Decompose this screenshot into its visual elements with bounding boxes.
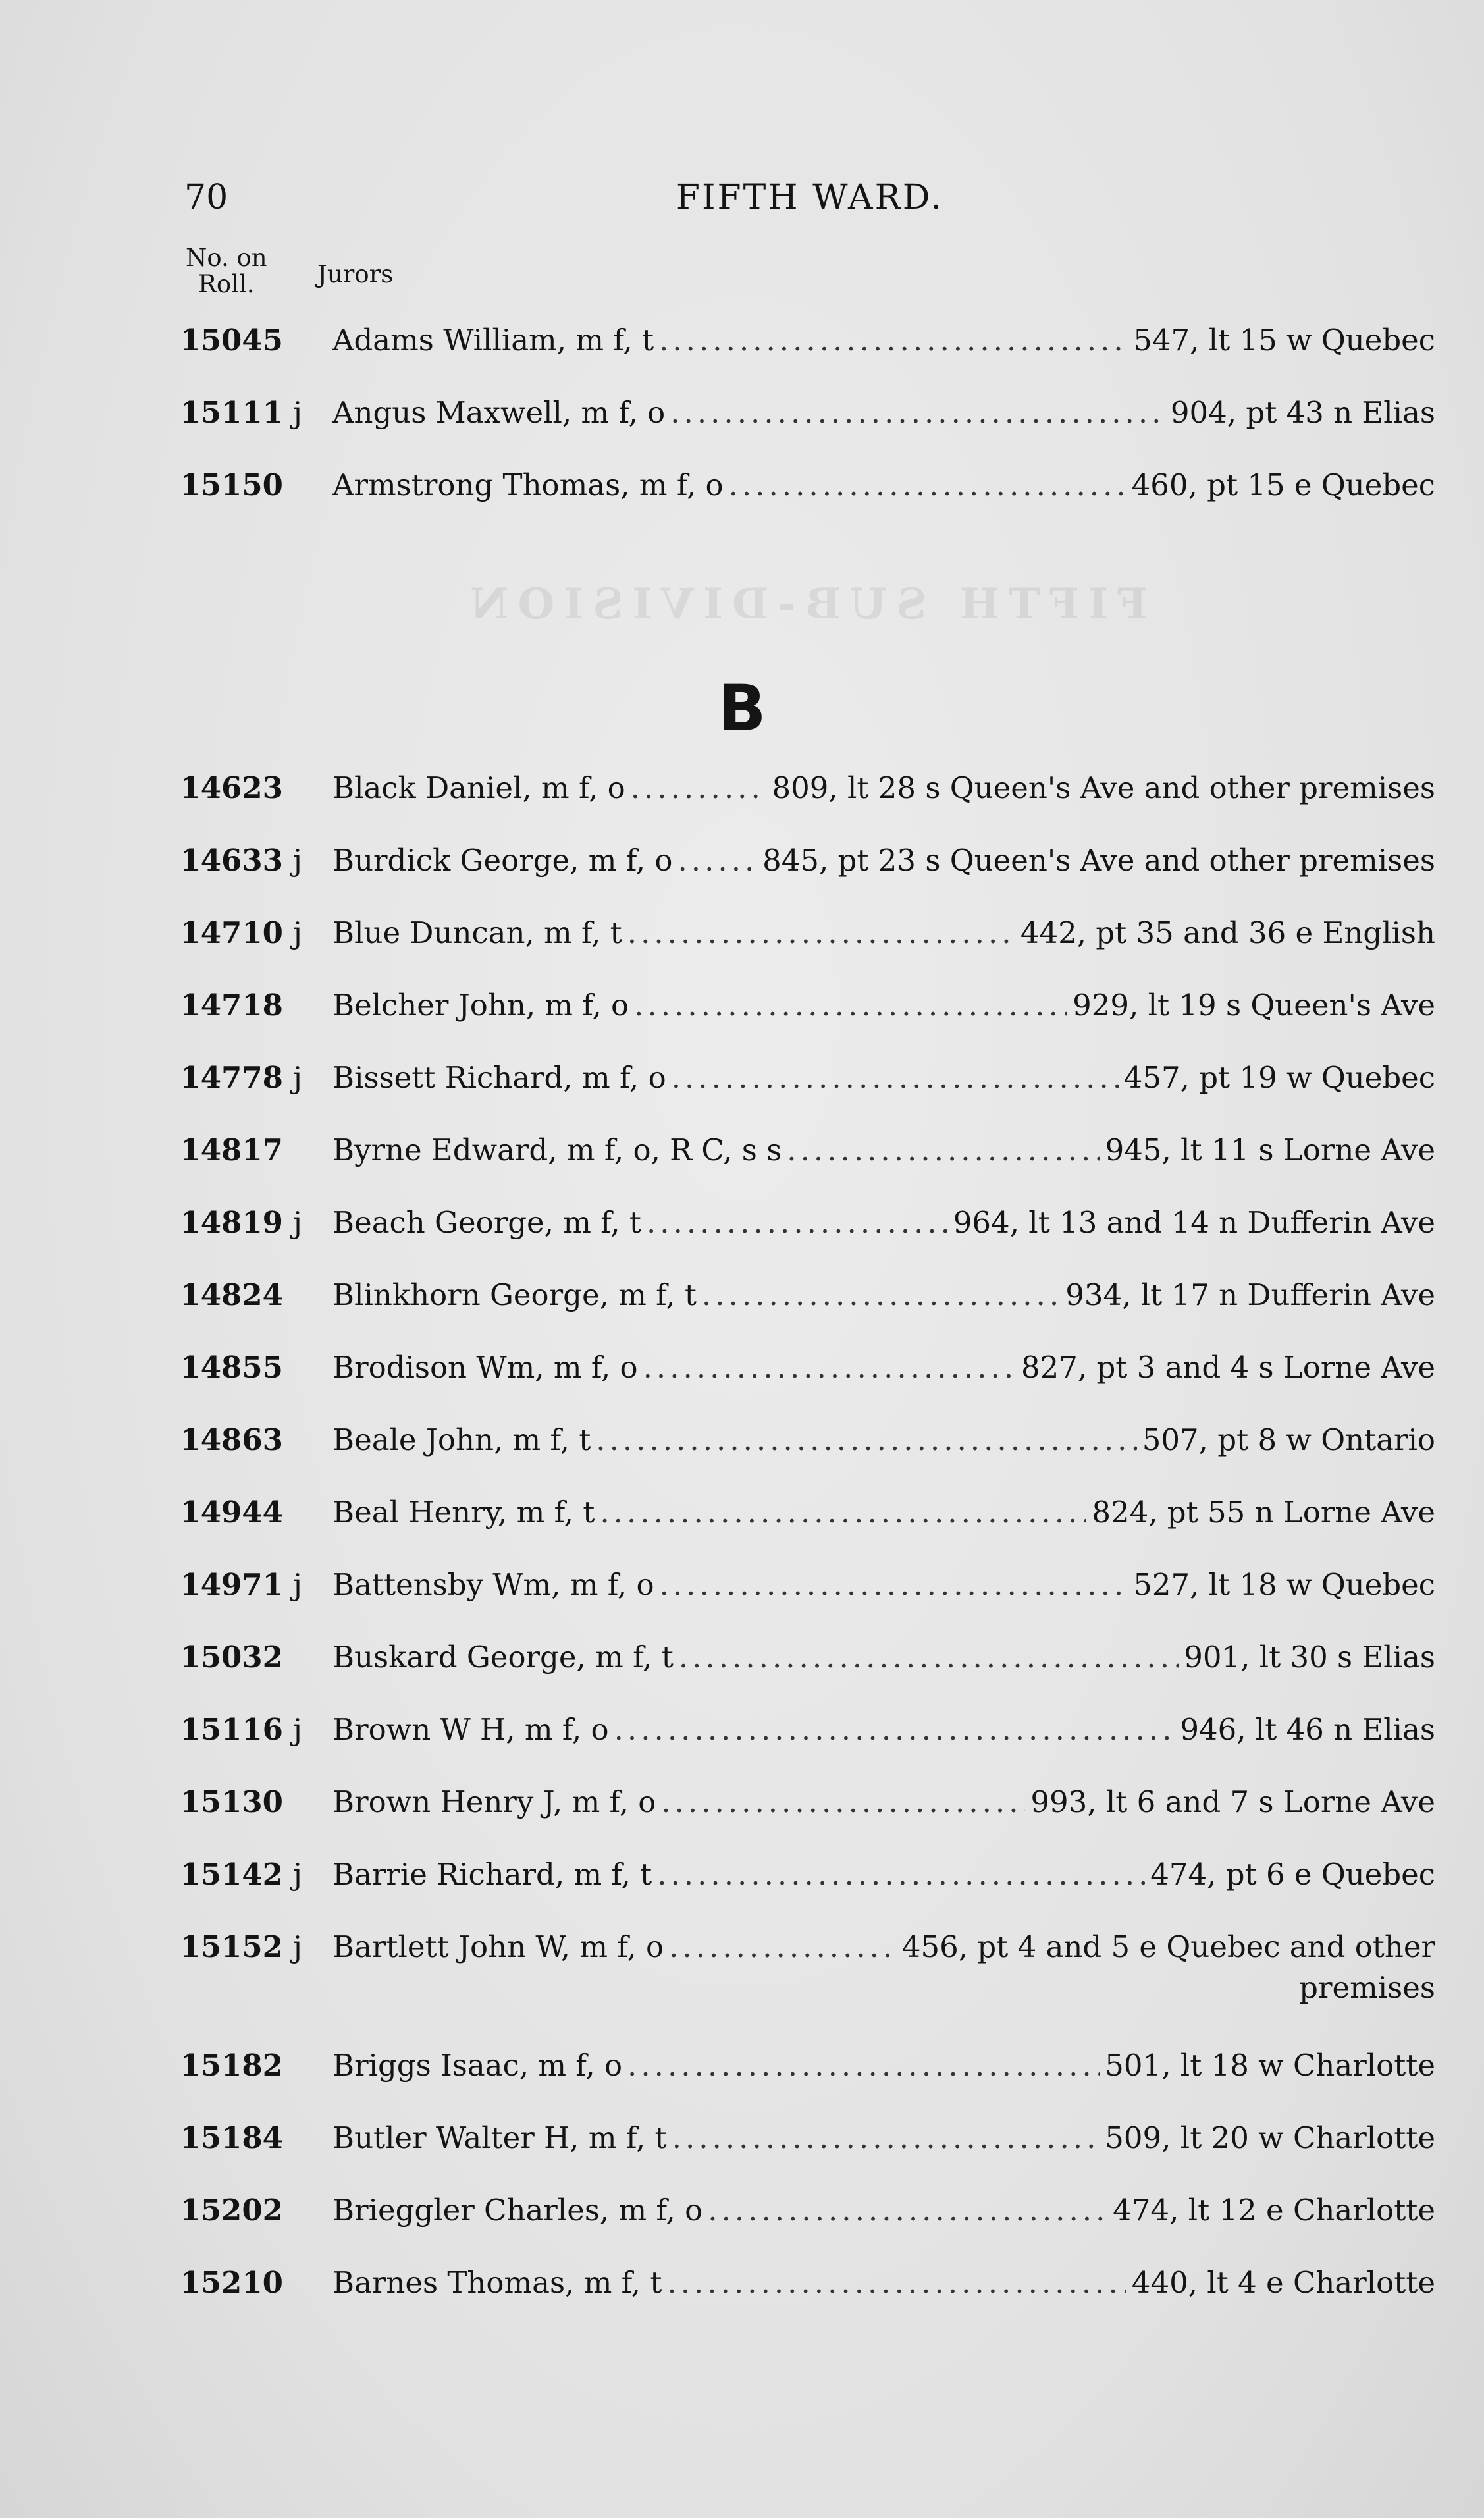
property-description: 456, pt 4 and 5 e Quebec and other <box>901 1929 1435 1964</box>
juror-entry <box>171 1640 1435 1712</box>
juror-name: Byrne Edward, m f, o, R C, s s <box>332 1133 782 1167</box>
property-description: 901, lt 30 s Elias <box>1184 1640 1435 1674</box>
property-description: 547, lt 15 w Quebec <box>1133 323 1435 358</box>
entry-line <box>332 1060 1435 1095</box>
section-letter: B <box>718 672 766 745</box>
juror-name: Beach George, m f, t <box>332 1205 641 1240</box>
roll-number: 14944 <box>180 1495 283 1530</box>
juror-name: Angus Maxwell, m f, o <box>332 395 666 430</box>
entry-line <box>332 1350 1435 1385</box>
property-description: 527, lt 18 w Quebec <box>1133 1567 1435 1602</box>
dot-leader <box>627 915 1015 950</box>
entry-line <box>332 1857 1435 1892</box>
roll-column-heading <box>186 245 267 298</box>
juror-mark: j <box>293 1857 302 1892</box>
property-description: 845, pt 23 s Queen's Ave and other premises <box>762 843 1435 878</box>
juror-entry <box>171 1422 1435 1495</box>
juror-name: Barrie Richard, m f, t <box>332 1857 652 1892</box>
juror-mark: j <box>293 1567 302 1602</box>
property-continuation: premises <box>1299 1970 1435 2005</box>
page-number: 70 <box>184 178 228 217</box>
jurors-column-heading: Jurors <box>317 260 394 288</box>
roll-number: 14633 <box>180 843 283 878</box>
dot-leader <box>669 1929 897 1964</box>
juror-entry <box>171 2048 1435 2120</box>
entry-line <box>332 1712 1435 1747</box>
dot-leader <box>667 2265 1126 2300</box>
juror-entry <box>171 988 1435 1060</box>
roll-number: 14710 <box>180 915 283 950</box>
entry-line <box>332 1422 1435 1457</box>
roll-number: 15032 <box>180 1640 283 1674</box>
juror-name: Battensby Wm, m f, o <box>332 1567 654 1602</box>
dot-leader <box>647 1205 948 1240</box>
juror-name: Brodison Wm, m f, o <box>332 1350 638 1385</box>
dot-leader <box>660 1567 1128 1602</box>
juror-entry <box>171 1784 1435 1857</box>
roll-heading-line2: Roll. <box>198 270 255 298</box>
juror-name: Brown W H, m f, o <box>332 1712 609 1747</box>
roll-number: 14855 <box>180 1350 283 1385</box>
dot-leader <box>679 1640 1179 1674</box>
entry-line <box>332 1929 1435 1964</box>
dot-leader <box>678 843 758 878</box>
entry-line <box>332 1784 1435 1819</box>
juror-name: Adams William, m f, t <box>332 323 654 358</box>
entry-line <box>332 2193 1435 2228</box>
juror-mark: j <box>293 395 302 430</box>
property-description: 934, lt 17 n Dufferin Ave <box>1065 1277 1435 1312</box>
juror-entry <box>171 1929 1435 2048</box>
dot-leader <box>708 2193 1107 2228</box>
dot-leader <box>661 1784 1025 1819</box>
entry-line <box>332 1567 1435 1602</box>
entry-line <box>332 770 1435 805</box>
juror-mark: j <box>293 1929 302 1964</box>
juror-name: Blinkhorn George, m f, t <box>332 1277 697 1312</box>
juror-name: Brown Henry J, m f, o <box>332 1784 656 1819</box>
roll-number: 14623 <box>180 770 283 805</box>
property-description: 945, lt 11 s Lorne Ave <box>1105 1133 1435 1167</box>
juror-entry <box>171 468 1435 540</box>
property-description: 474, lt 12 e Charlotte <box>1113 2193 1435 2228</box>
dot-leader <box>670 395 1165 430</box>
juror-name: Bartlett John W, m f, o <box>332 1929 664 1964</box>
property-description: 827, pt 3 and 4 s Lorne Ave <box>1020 1350 1435 1385</box>
entry-line <box>332 2048 1435 2083</box>
running-head: FIFTH WARD. <box>676 178 944 217</box>
dot-leader <box>634 988 1067 1023</box>
roll-number: 15202 <box>180 2193 283 2228</box>
roll-number: 14863 <box>180 1422 283 1457</box>
juror-name: Briggs Isaac, m f, o <box>332 2048 623 2083</box>
juror-entry <box>171 2120 1435 2193</box>
dot-leader <box>600 1495 1086 1530</box>
roll-number: 14819 <box>180 1205 283 1240</box>
juror-name: Barnes Thomas, m f, t <box>332 2265 662 2300</box>
roll-number: 15142 <box>180 1857 283 1892</box>
dot-leader <box>672 2120 1100 2155</box>
roll-number: 15182 <box>180 2048 283 2083</box>
roll-heading-line1: No. on <box>186 244 267 272</box>
roll-number: 14718 <box>180 988 283 1023</box>
dot-leader <box>672 1060 1119 1095</box>
dot-leader <box>657 1857 1145 1892</box>
juror-entry <box>171 1495 1435 1567</box>
entry-line <box>332 395 1435 430</box>
roll-number: 15152 <box>180 1929 283 1964</box>
entry-line <box>332 1205 1435 1240</box>
entry-line <box>332 843 1435 878</box>
show-through-text: FIFTH SUB-DIVISION <box>461 579 1148 629</box>
entry-line <box>332 468 1435 502</box>
juror-entry <box>171 1277 1435 1350</box>
dot-leader <box>643 1350 1016 1385</box>
entry-line <box>332 1133 1435 1167</box>
property-description: 474, pt 6 e Quebec <box>1150 1857 1435 1892</box>
juror-mark: j <box>293 915 302 950</box>
entry-line <box>332 988 1435 1023</box>
dot-leader <box>631 770 767 805</box>
juror-name: Butler Walter H, m f, t <box>332 2120 667 2155</box>
property-description: 509, lt 20 w Charlotte <box>1105 2120 1435 2155</box>
property-description: 460, pt 15 e Quebec <box>1131 468 1435 502</box>
dot-leader <box>627 2048 1100 2083</box>
property-description: 501, lt 18 w Charlotte <box>1105 2048 1435 2083</box>
juror-name: Burdick George, m f, o <box>332 843 673 878</box>
juror-mark: j <box>293 843 302 878</box>
juror-mark: j <box>293 1712 302 1747</box>
property-description: 457, pt 19 w Quebec <box>1123 1060 1435 1095</box>
dot-leader <box>787 1133 1100 1167</box>
entries-a <box>171 323 1435 540</box>
juror-entry <box>171 1205 1435 1277</box>
juror-name: Armstrong Thomas, m f, o <box>332 468 724 502</box>
dot-leader <box>729 468 1126 502</box>
juror-name: Bissett Richard, m f, o <box>332 1060 666 1095</box>
entry-line <box>332 915 1435 950</box>
juror-name: Beal Henry, m f, t <box>332 1495 595 1530</box>
juror-entry <box>171 843 1435 915</box>
juror-entry <box>171 323 1435 395</box>
juror-entry <box>171 2193 1435 2265</box>
property-description: 824, pt 55 n Lorne Ave <box>1092 1495 1435 1530</box>
roll-number: 14817 <box>180 1133 283 1167</box>
property-description: 993, lt 6 and 7 s Lorne Ave <box>1030 1784 1435 1819</box>
juror-name: Beale John, m f, t <box>332 1422 591 1457</box>
entry-line <box>332 1640 1435 1674</box>
entry-line <box>332 323 1435 358</box>
juror-entry <box>171 1712 1435 1784</box>
juror-name: Buskard George, m f, t <box>332 1640 674 1674</box>
entries-b <box>171 770 1435 2338</box>
property-description: 440, lt 4 e Charlotte <box>1131 2265 1435 2300</box>
juror-entry <box>171 2265 1435 2338</box>
dot-leader <box>614 1712 1175 1747</box>
dot-leader <box>659 323 1128 358</box>
entry-line <box>332 2120 1435 2155</box>
juror-entry <box>171 1857 1435 1929</box>
roll-number: 15130 <box>180 1784 283 1819</box>
juror-entry <box>171 1060 1435 1133</box>
roll-number: 15116 <box>180 1712 283 1747</box>
roll-number: 15111 <box>180 395 283 430</box>
juror-mark: j <box>293 1205 302 1240</box>
juror-entry <box>171 395 1435 468</box>
entry-line <box>332 1277 1435 1312</box>
property-description: 946, lt 46 n Elias <box>1180 1712 1435 1747</box>
juror-entry <box>171 915 1435 988</box>
roll-number: 15210 <box>180 2265 283 2300</box>
roll-number: 14971 <box>180 1567 283 1602</box>
property-description: 929, lt 19 s Queen's Ave <box>1073 988 1435 1023</box>
dot-leader <box>596 1422 1136 1457</box>
juror-name: Brieggler Charles, m f, o <box>332 2193 703 2228</box>
juror-mark: j <box>293 1060 302 1095</box>
juror-entry <box>171 1567 1435 1640</box>
roll-number: 15150 <box>180 468 283 502</box>
roll-number: 14824 <box>180 1277 283 1312</box>
entry-line <box>332 2265 1435 2300</box>
property-description: 507, pt 8 w Ontario <box>1142 1422 1435 1457</box>
dot-leader <box>702 1277 1060 1312</box>
entry-line <box>332 1495 1435 1530</box>
property-description: 442, pt 35 and 36 e English <box>1020 915 1435 950</box>
juror-name: Black Daniel, m f, o <box>332 770 625 805</box>
property-description: 904, pt 43 n Elias <box>1170 395 1435 430</box>
juror-name: Blue Duncan, m f, t <box>332 915 622 950</box>
juror-name: Belcher John, m f, o <box>332 988 629 1023</box>
property-description: 809, lt 28 s Queen's Ave and other premises <box>772 770 1435 805</box>
roll-number: 15184 <box>180 2120 283 2155</box>
property-description: 964, lt 13 and 14 n Dufferin Ave <box>953 1205 1435 1240</box>
page-header <box>184 178 1435 237</box>
juror-entry <box>171 1350 1435 1422</box>
roll-number: 15045 <box>180 323 283 358</box>
roll-number: 14778 <box>180 1060 283 1095</box>
juror-entry <box>171 1133 1435 1205</box>
juror-entry <box>171 770 1435 843</box>
